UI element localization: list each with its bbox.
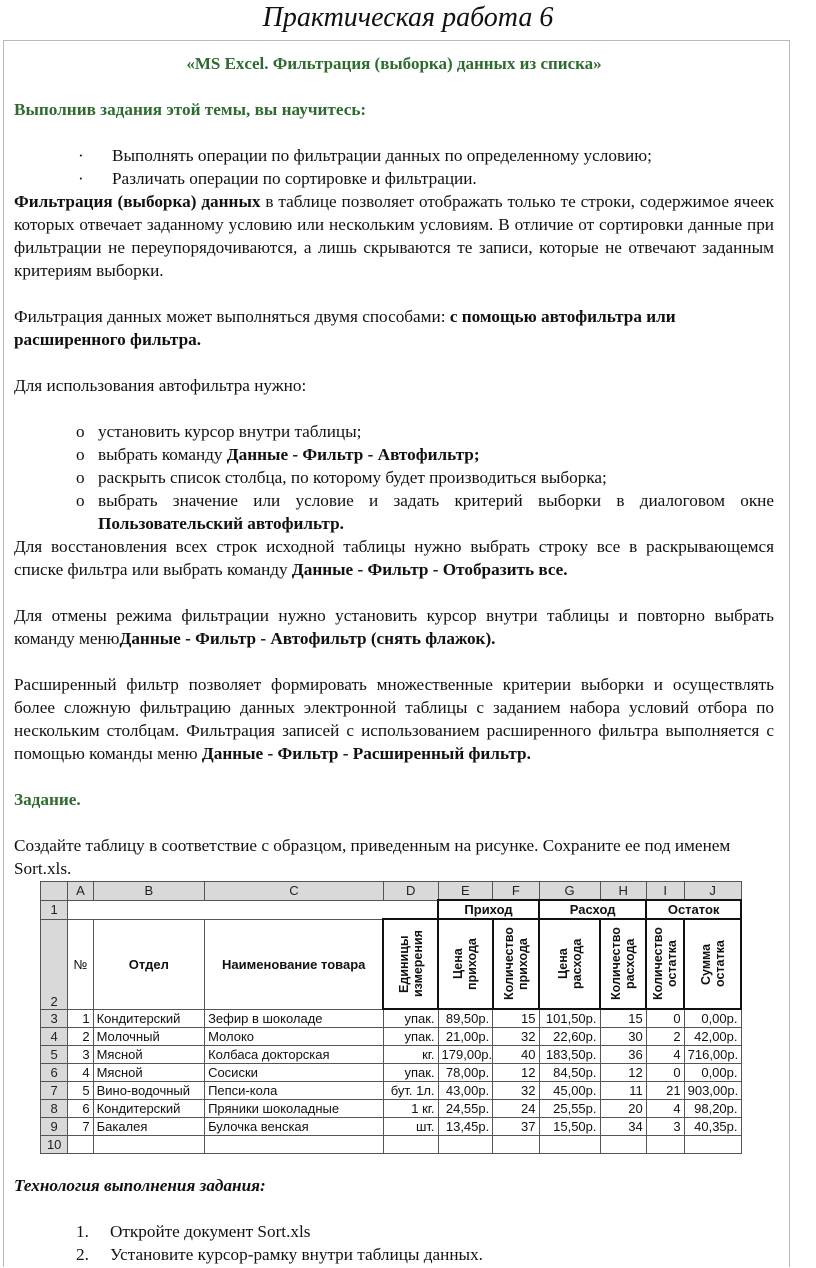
table-cell: Пепси-кола xyxy=(205,1082,384,1100)
table-row xyxy=(41,1118,742,1136)
table-cell: 34 xyxy=(600,1118,646,1136)
column-header-row xyxy=(41,882,742,901)
table-cell: шт. xyxy=(383,1118,438,1136)
list-item: o установить курсор внутри таблицы; xyxy=(76,422,362,441)
table-cell: 1 кг. xyxy=(383,1100,438,1118)
table-cell: 15 xyxy=(493,1009,539,1028)
table-cell: Сосиски xyxy=(205,1064,384,1082)
table-cell: упак. xyxy=(383,1064,438,1082)
table-cell: 1 xyxy=(68,1009,93,1028)
column-letter: B xyxy=(93,882,204,901)
list-item: o раскрыть список столбца, по которому будет производиться выборка; xyxy=(76,468,607,487)
column-letter: J xyxy=(684,882,741,901)
table-cell: 0 xyxy=(646,1064,684,1082)
spreadsheet-image xyxy=(40,881,746,1153)
table-cell: Колбаса докторская xyxy=(205,1046,384,1064)
task-heading: Задание. xyxy=(14,790,81,809)
table-cell: 4 xyxy=(646,1046,684,1064)
row-number: 10 xyxy=(41,1136,68,1154)
group-header-income: Приход xyxy=(438,900,539,919)
row-number: 1 xyxy=(41,900,68,919)
column-letter: G xyxy=(539,882,600,901)
header-name: Наименование товара xyxy=(205,919,384,1009)
table-row xyxy=(41,1064,742,1082)
table-row xyxy=(41,1028,742,1046)
table-cell: 30 xyxy=(600,1028,646,1046)
table-cell: 7 xyxy=(68,1118,93,1136)
table-row xyxy=(41,1082,742,1100)
row-number: 4 xyxy=(41,1028,68,1046)
table-cell: 40,35р. xyxy=(684,1118,741,1136)
bullet-mark: · xyxy=(78,146,84,165)
table-cell: 24,55р. xyxy=(438,1100,493,1118)
table-cell: 4 xyxy=(68,1064,93,1082)
table-row xyxy=(41,919,742,1009)
table-cell: 24 xyxy=(493,1100,539,1118)
table-row xyxy=(41,1100,742,1118)
list-item: o выбрать команду Данные - Фильтр - Автофильтр; xyxy=(76,445,480,464)
table-cell: 20 xyxy=(600,1100,646,1118)
header-num: № xyxy=(68,919,93,1009)
table-cell: кг. xyxy=(383,1046,438,1064)
table-cell: 12 xyxy=(493,1064,539,1082)
row-number: 6 xyxy=(41,1064,68,1082)
table-cell: 15 xyxy=(600,1009,646,1028)
column-letter: C xyxy=(205,882,384,901)
header-unit: Единицы измерения xyxy=(396,930,425,998)
table-cell: 37 xyxy=(493,1118,539,1136)
table-cell: 78,00р. xyxy=(438,1064,493,1082)
row-number: 5 xyxy=(41,1046,68,1064)
table-cell: 89,50р. xyxy=(438,1009,493,1028)
column-letter: F xyxy=(493,882,539,901)
table-cell: 2 xyxy=(646,1028,684,1046)
list-item: · Выполнять операции по фильтрации данных по определенному условию; xyxy=(78,146,652,165)
table-cell: 84,50р. xyxy=(539,1064,600,1082)
table-cell: 42,00р. xyxy=(684,1028,741,1046)
header-sum-rest: Сумма остатка xyxy=(698,940,727,988)
table-cell: 43,00р. xyxy=(438,1082,493,1100)
paragraph-advanced: Расширенный фильтр позволяет формировать множественные критерии выборки и осуществлять более сложную фильтрацию данных электронной таблицы с заданием набора условий отбора по нескольким столбцам. Фильтрация записей с использованием расширенного фильтра выполняется с помощью команды меню Данные - Фильтр - Расширенный фильтр. xyxy=(14,675,774,763)
header-price-out: Цена расхода xyxy=(555,938,584,990)
table-cell: 21 xyxy=(646,1082,684,1100)
table-cell: 5 xyxy=(68,1082,93,1100)
table-cell: упак. xyxy=(383,1028,438,1046)
table-row xyxy=(41,1136,742,1154)
paragraph-cancel: Для отмены режима фильтрации нужно установить курсор внутри таблицы и повторно выбрать команду менюДанные - Фильтр - Автофильтр (снять флажок). xyxy=(14,606,774,648)
header-qty-out: Количество расхода xyxy=(609,927,638,1001)
table-cell: Пряники шоколадные xyxy=(205,1100,384,1118)
table-cell: Вино-водочный xyxy=(93,1082,204,1100)
column-letter: A xyxy=(68,882,93,901)
table-cell: 21,00р. xyxy=(438,1028,493,1046)
steps-list xyxy=(14,1220,774,1266)
table-cell: 0,00р. xyxy=(684,1009,741,1028)
header-price-in: Цена прихода xyxy=(451,938,480,990)
autofilter-steps xyxy=(14,420,774,535)
table-cell: Молочный xyxy=(93,1028,204,1046)
table-cell: 25,55р. xyxy=(539,1100,600,1118)
table-cell: 0,00р. xyxy=(684,1064,741,1082)
header-dept: Отдел xyxy=(93,919,204,1009)
row-number: 9 xyxy=(41,1118,68,1136)
table-cell: 12 xyxy=(600,1064,646,1082)
table-cell: 32 xyxy=(493,1028,539,1046)
table-cell: 903,00р. xyxy=(684,1082,741,1100)
group-header-expense: Расход xyxy=(539,900,646,919)
table-cell: 3 xyxy=(68,1046,93,1064)
table-row xyxy=(41,1046,742,1064)
list-item: 1. Откройте документ Sort.xls xyxy=(76,1222,311,1241)
tech-heading: Технология выполнения задания: xyxy=(14,1176,266,1195)
table-cell: Молоко xyxy=(205,1028,384,1046)
learn-list xyxy=(14,144,774,190)
table-cell: 98,20р. xyxy=(684,1100,741,1118)
tech-section xyxy=(14,1174,774,1266)
table-cell: Бакалея xyxy=(93,1118,204,1136)
table-cell: Зефир в шоколаде xyxy=(205,1009,384,1028)
column-letter: D xyxy=(383,882,438,901)
table-cell: 11 xyxy=(600,1082,646,1100)
corner-cell xyxy=(41,882,68,901)
table-cell: 101,50р. xyxy=(539,1009,600,1028)
row-number: 2 xyxy=(41,919,68,1009)
row-number: 8 xyxy=(41,1100,68,1118)
list-item: o выбрать значение или условие и задать критерий выборки в диалоговом окне Пользовательский автофильтр. xyxy=(76,491,774,533)
list-item: 2. Установите курсор-рамку внутри таблицы данных. xyxy=(76,1245,483,1264)
group-header-rest: Остаток xyxy=(646,900,741,919)
table-cell: 3 xyxy=(646,1118,684,1136)
list-item: · Различать операции по сортировке и фильтрации. xyxy=(78,169,477,188)
table-cell: Мясной xyxy=(93,1064,204,1082)
column-letter: H xyxy=(600,882,646,901)
table-cell: 36 xyxy=(600,1046,646,1064)
spreadsheet-table xyxy=(40,881,742,1154)
table-cell: Мясной xyxy=(93,1046,204,1064)
row-number: 7 xyxy=(41,1082,68,1100)
header-qty-rest: Количество остатка xyxy=(651,927,680,1001)
table-cell: 40 xyxy=(493,1046,539,1064)
column-letter: E xyxy=(438,882,493,901)
header-qty-in: Количество прихода xyxy=(501,927,530,1001)
table-cell: 183,50р. xyxy=(539,1046,600,1064)
table-cell: 22,60р. xyxy=(539,1028,600,1046)
table-row xyxy=(41,900,742,919)
table-cell: Булочка венская xyxy=(205,1118,384,1136)
row-number: 3 xyxy=(41,1009,68,1028)
table-cell: 4 xyxy=(646,1100,684,1118)
table-row xyxy=(41,1009,742,1028)
table-cell: 6 xyxy=(68,1100,93,1118)
column-letter: I xyxy=(646,882,684,901)
table-cell: 32 xyxy=(493,1082,539,1100)
table-cell: упак. xyxy=(383,1009,438,1028)
paragraph-autofilter-intro: Для использования автофильтра нужно: xyxy=(14,376,307,395)
document-body xyxy=(14,52,774,880)
table-cell: 0 xyxy=(646,1009,684,1028)
page-title: Практическая работа 6 xyxy=(262,2,554,33)
table-cell: 45,00р. xyxy=(539,1082,600,1100)
bullet-mark: · xyxy=(78,169,84,188)
table-cell: 179,00р. xyxy=(438,1046,493,1064)
task-text: Создайте таблицу в соответствие с образцом, приведенным на рисунке. Сохраните ее под именем Sort.xls. xyxy=(14,836,731,878)
table-cell: 13,45р. xyxy=(438,1118,493,1136)
learn-heading: Выполнив задания этой темы, вы научитесь: xyxy=(14,100,367,119)
table-cell: 2 xyxy=(68,1028,93,1046)
paragraph-methods: Фильтрация данных может выполняться двумя способами: с помощью автофильтра или расширенного фильтра. xyxy=(14,307,676,349)
table-cell: бут. 1л. xyxy=(383,1082,438,1100)
table-cell: Кондитерский xyxy=(93,1009,204,1028)
paragraph-restore: Для восстановления всех строк исходной таблицы нужно выбрать строку все в раскрывающемся списке фильтра или выбрать команду Данные - Фильтр - Отобразить все. xyxy=(14,537,774,579)
table-cell: Кондитерский xyxy=(93,1100,204,1118)
table-cell: 15,50р. xyxy=(539,1118,600,1136)
table-cell: 716,00р. xyxy=(684,1046,741,1064)
paragraph-filtering: Фильтрация (выборка) данных в таблице позволяет отображать только те строки, содержимое ячеек которых отвечает заданному условию или нескольким условиям. В отличие от сортировки данные при фильтрации не переупорядочиваются, а лишь скрываются те записи, которые не отвечают заданным критериям выборки. xyxy=(14,192,775,280)
document-subtitle: «MS Excel. Фильтрация (выборка) данных из списка» xyxy=(186,54,602,73)
